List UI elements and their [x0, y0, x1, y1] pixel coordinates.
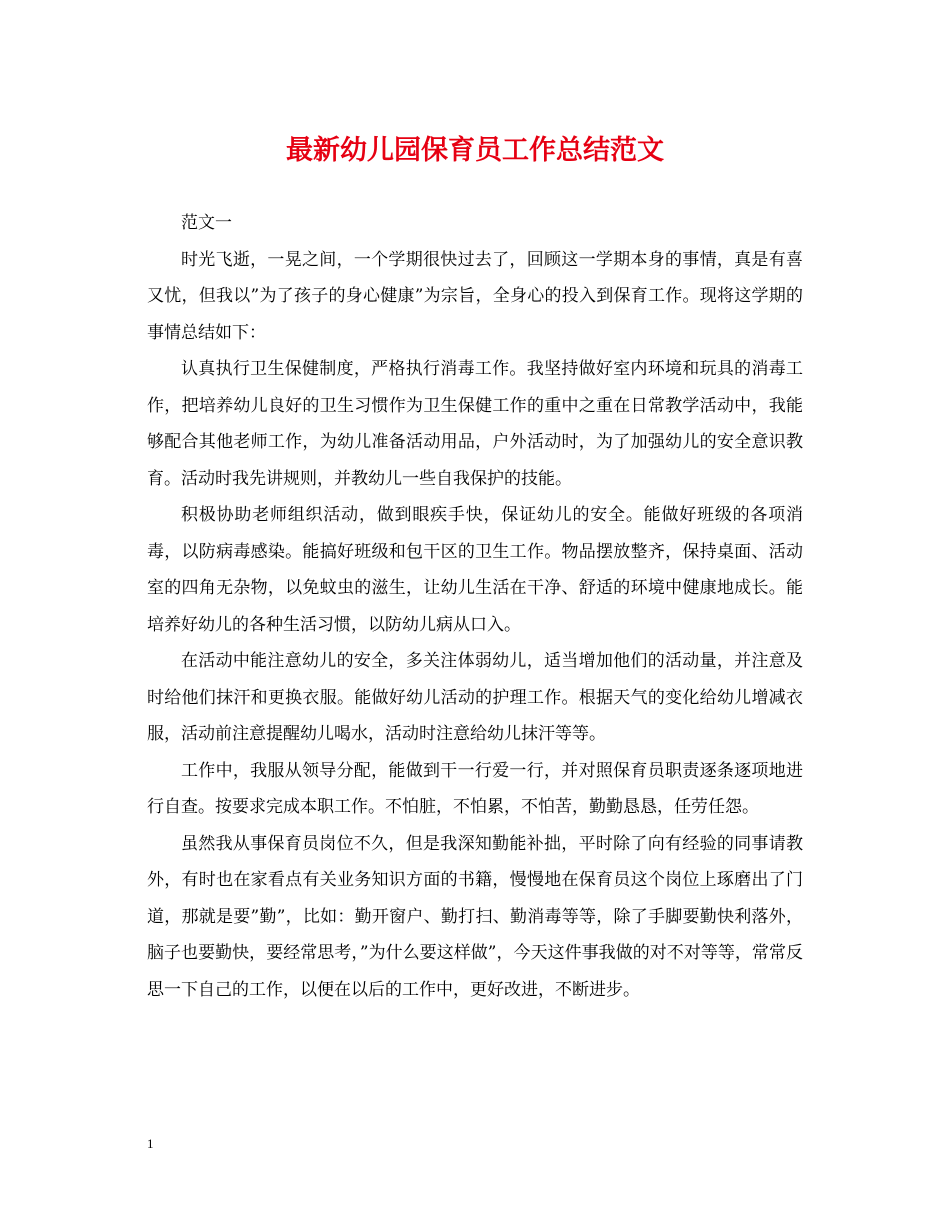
- page-number: 1: [147, 1136, 154, 1151]
- paragraph: 在活动中能注意幼儿的安全，多关注体弱幼儿，适当增加他们的活动量，并注意及时给他们抹汗和更换衣服。能做好幼儿活动的护理工作。根据天气的变化给幼儿增减衣服，活动前注意提醒幼儿喝水，活动时注意给幼儿抹汗等等。: [147, 651, 803, 744]
- document-title: 最新幼儿园保育员工作总结范文: [286, 135, 664, 166]
- paragraph: 认真执行卫生保健制度，严格执行消毒工作。我坚持做好室内环境和玩具的消毒工作，把培养幼儿良好的卫生习惯作为卫生保健工作的重中之重在日常教学活动中，我能够配合其他老师工作，为幼儿准备活动用品，户外活动时，为了加强幼儿的安全意识教育。活动时我先讲规则，并教幼儿一些自我保护的技能。: [147, 359, 803, 489]
- paragraph: 虽然我从事保育员岗位不久，但是我深知勤能补拙，平时除了向有经验的同事请教外，有时也在家看点有关业务知识方面的书籍，慢慢地在保育员这个岗位上琢磨出了门道，那就是要”勤”，比如：勤开窗户、勤打扫、勤消毒等等，除了手脚要勤快利落外，脑子也要勤快，要经常思考，”为什么要这样做”，今天这件事我做的对不对等等，常常反思一下自己的工作，以便在以后的工作中，更好改进，不断进步。: [147, 833, 803, 1000]
- paragraph: 积极协助老师组织活动，做到眼疾手快，保证幼儿的安全。能做好班级的各项消毒，以防病毒感染。能搞好班级和包干区的卫生工作。物品摆放整齐，保持桌面、活动室的四角无杂物，以免蚊虫的滋生，让幼儿生活在干净、舒适的环境中健康地成长。能培养好幼儿的各种生活习惯，以防幼儿病从口入。: [147, 505, 803, 635]
- section-heading: 范文一: [181, 213, 232, 233]
- paragraph: 时光飞逝，一晃之间，一个学期很快过去了，回顾这一学期本身的事情，真是有喜又忧，但我以”为了孩子的身心健康”为宗旨，全身心的投入到保育工作。现将这学期的事情总结如下：: [147, 249, 803, 343]
- document-body: [147, 205, 803, 1008]
- paragraph: 工作中，我服从领导分配，能做到干一行爱一行，并对照保育员职责逐条逐项地进行自查。按要求完成本职工作。不怕脏，不怕累，不怕苦，勤勤恳恳，任劳任怨。: [147, 760, 803, 817]
